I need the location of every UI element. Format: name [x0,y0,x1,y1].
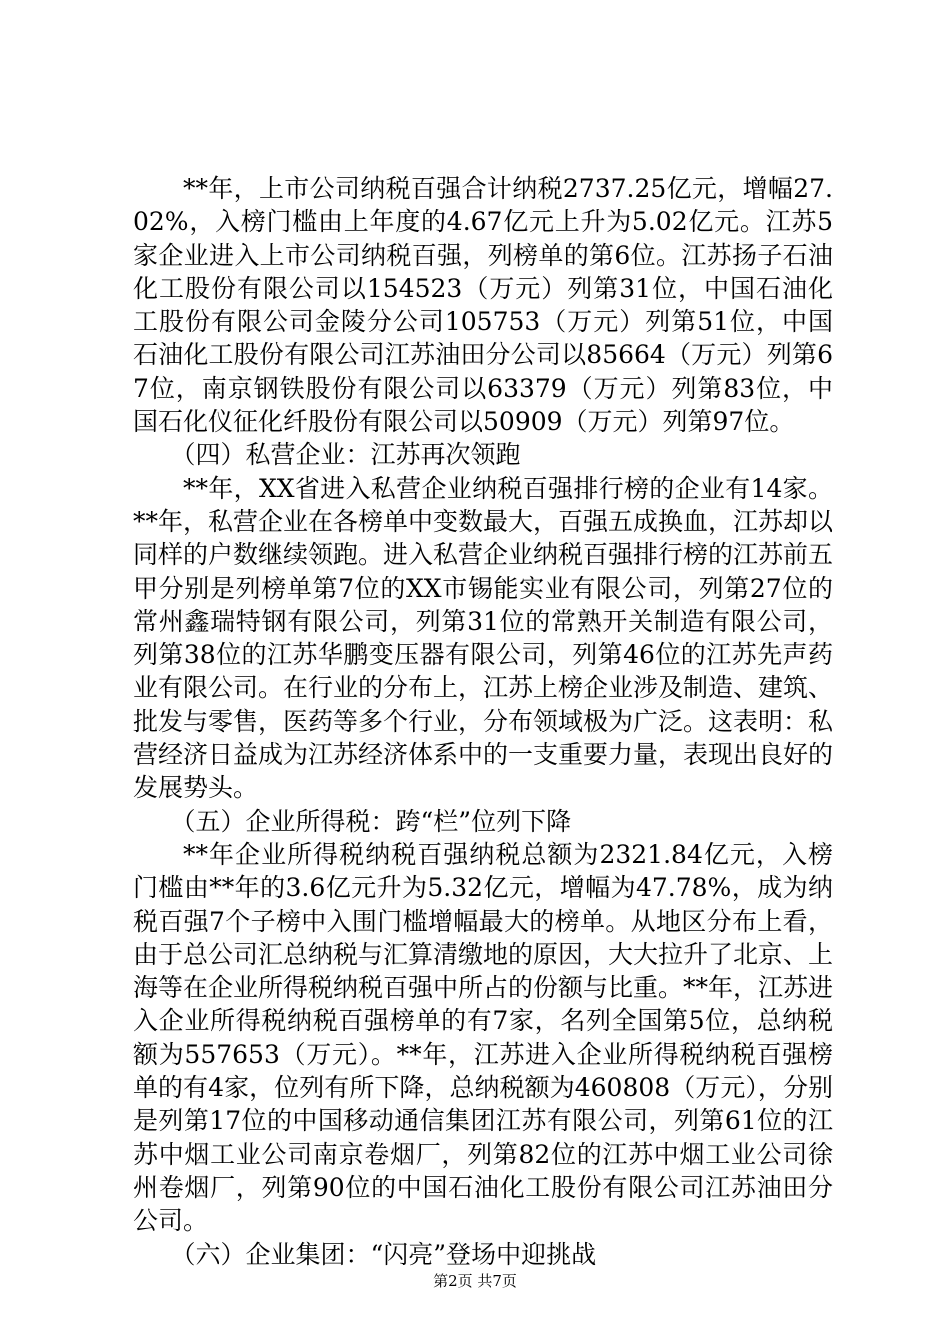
paragraph-listed-companies: **年，上市公司纳税百强合计纳税2737.25亿元，增幅27.02%，入榜门槛由上年度的4.67亿元上升为5.02亿元。江苏5家企业进入上市公司纳税百强，列榜单的第6位。江苏扬子石油化工股份有限公司以154523（万元）列第31位，中国石油化工股份有限公司金陵分公司105753（万元）列第51位，中国石油化工股份有限公司江苏油田分公司以85664（万元）列第67位，南京钢铁股份有限公司以63379（万元）列第83位，中国石化仪征化纤股份有限公司以50909（万元）列第97位。 [133,174,833,437]
document-body [133,172,833,1271]
section-heading-income-tax: （五）企业所得税：跨“栏”位列下降 [170,806,572,836]
section-heading-enterprise-groups: （六）企业集团：“闪亮”登场中迎挑战 [170,1239,597,1269]
section-heading-private-enterprises: （四）私营企业：江苏再次领跑 [170,440,521,470]
paragraph-income-tax: **年企业所得税纳税百强纳税总额为2321.84亿元，入榜门槛由**年的3.6亿元升为5.32亿元，增幅为47.78%，成为纳税百强7个子榜中入围门槛增幅最大的榜单。从地区分布上看，由于总公司汇总纳税与汇算清缴地的原因，大大拉升了北京、上海等在企业所得税纳税百强中所占的份额与比重。**年，江苏进入企业所得税纳税百强榜单的有7家，名列全国第5位，总纳税额为557653（万元）。**年，江苏进入企业所得税纳税百强榜单的有4家，位列有所下降，总纳税额为460808（万元），分别是列第17位的中国移动通信集团江苏有限公司，列第61位的江苏中烟工业公司南京卷烟厂，列第82位的江苏中烟工业公司徐州卷烟厂，列第90位的中国石油化工股份有限公司江苏油田分公司。 [133,839,834,1236]
paragraph-private-enterprises: **年，XX省进入私营企业纳税百强排行榜的企业有14家。**年，私营企业在各榜单中变数最大，百强五成换血，江苏却以同样的户数继续领跑。进入私营企业纳税百强排行榜的江苏前五甲分别是列榜单第7位的XX市锡能实业有限公司，列第27位的常州鑫瑞特钢有限公司，列第31位的常熟开关制造有限公司，列第38位的江苏华鹏变压器有限公司，列第46位的江苏先声药业有限公司。在行业的分布上，江苏上榜企业涉及制造、建筑、批发与零售，医药等多个行业，分布领域极为广泛。这表明：私营经济日益成为江苏经济体系中的一支重要力量，表现出良好的发展势头。 [133,473,834,803]
page-number-footer: 第2页 共7页 [433,1272,517,1290]
